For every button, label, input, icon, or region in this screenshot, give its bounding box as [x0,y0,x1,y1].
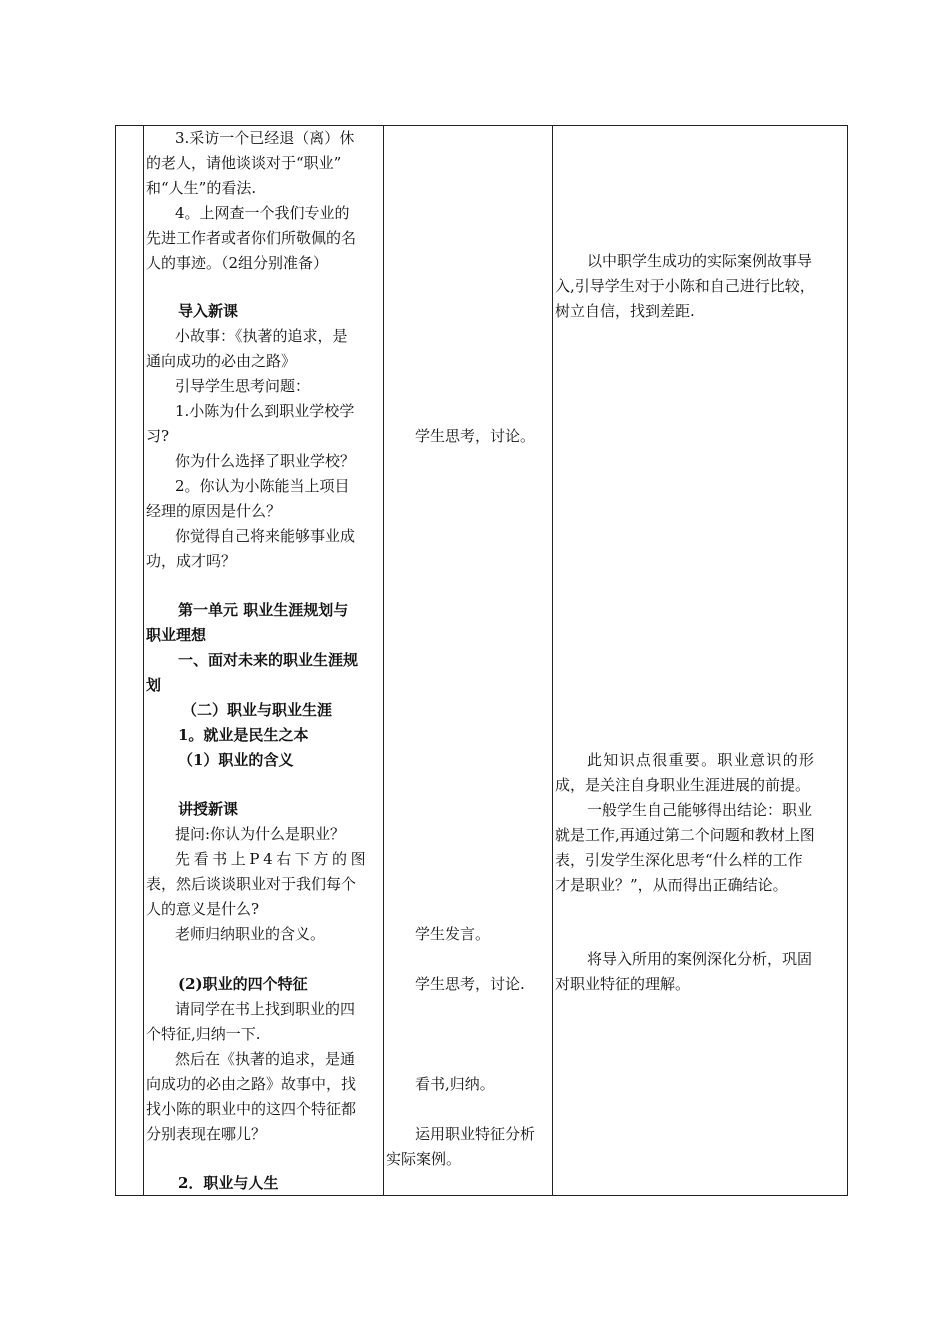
text-line: 你觉得自己将来能够事业成 [175,527,356,545]
teaching-content-column [144,126,383,1195]
activity-text: 学生思考，讨论。 [415,427,536,445]
text-line: 先看书上P4右下方的图 [175,850,370,868]
text-line: 提问:你认为什么是职业？ [175,825,346,843]
activity-text: 看书,归纳。 [415,1075,495,1093]
activity-text: 学生发言。 [415,925,491,943]
text-line: 人的意义是什么? [146,900,260,918]
text-line: 1.小陈为什么到职业学校学 [175,402,355,420]
text-line: 3.采访一个已经退（离）休 [175,129,355,147]
text-line: 经理的原因是什么？ [146,502,282,520]
section-heading: 一、面对未来的职业生涯规 [178,651,359,669]
intent-text: 入,引导学生对于小陈和自己进行比较， [555,277,815,295]
intent-text: 才是职业？”，从而得出正确结论。 [555,876,788,894]
activity-text: 学生思考，讨论. [415,975,525,993]
text-line: 小故事：《执著的追求，是 [175,327,348,345]
intent-text: 就是工作,再通过第二个问题和教材上图 [555,826,815,844]
subsection-heading: 1。就业是民生之本 [178,726,309,744]
unit-title: 职业理想 [146,626,207,644]
subsection-heading: （二）职业与职业生涯 [182,701,333,719]
text-line: 向成功的必由之路》故事中，找 [146,1075,357,1093]
activity-text: 运用职业特征分析 [415,1125,536,1143]
text-line: 然后在《执著的追求，是通 [175,1050,356,1068]
text-line: 请同学在书上找到职业的四 [175,1000,356,1018]
text-line: 通向成功的必由之路》 [146,352,297,370]
intent-text: 表，引发学生深化思考“什么样的工作 [555,851,803,869]
text-line: 和“人生”的看法. [146,179,257,197]
text-line: 4。上网查一个我们专业的 [175,204,350,222]
design-intent-column [553,126,848,1195]
intent-text: 一般学生自己能够得出结论：职业 [587,801,813,819]
text-line: 引导学生思考问题： [175,377,311,395]
subsection-heading: (2)职业的四个特征 [178,975,308,993]
intent-text: 此知识点很重要。职业意识的形 [587,751,816,769]
text-line: 个特征,归纳一下. [146,1025,261,1043]
section-heading: 讲授新课 [178,800,239,818]
intent-text: 树立自信，找到差距. [555,302,695,320]
intent-text: 成，是关注自身职业生涯进展的前提。 [555,776,811,794]
text-line: 找小陈的职业中的这四个特征都 [146,1100,357,1118]
text-line: 老师归纳职业的含义。 [175,925,326,943]
text-line: 功，成才吗？ [146,552,237,570]
intent-text: 以中职学生成功的实际案例故事导 [587,252,813,270]
student-activity-column [384,126,552,1195]
section-heading: 导入新课 [178,302,239,320]
lesson-plan-table [115,125,848,1196]
text-line: 习? [146,427,170,445]
text-line: 分别表现在哪儿？ [146,1125,267,1143]
subsection-heading: （1）职业的含义 [178,751,294,769]
text-line: 表，然后谈谈职业对于我们每个 [146,875,357,893]
text-line: 你为什么选择了职业学校？ [175,452,356,470]
unit-title: 第一单元 职业生涯规划与 [178,601,349,619]
intent-text: 将导入所用的案例深化分析，巩固 [587,950,813,968]
subsection-heading: 2．职业与人生 [178,1174,279,1192]
text-line: 的老人，请他谈谈对于“职业” [146,154,342,172]
intent-text: 对职业特征的理解。 [555,975,691,993]
text-line: 人的事迹。（2组分别准备） [146,254,329,272]
section-heading: 划 [146,676,162,694]
activity-text: 实际案例。 [386,1150,462,1168]
text-line: 2。你认为小陈能当上项目 [175,477,350,495]
text-line: 先进工作者或者你们所敬佩的名 [146,229,357,247]
